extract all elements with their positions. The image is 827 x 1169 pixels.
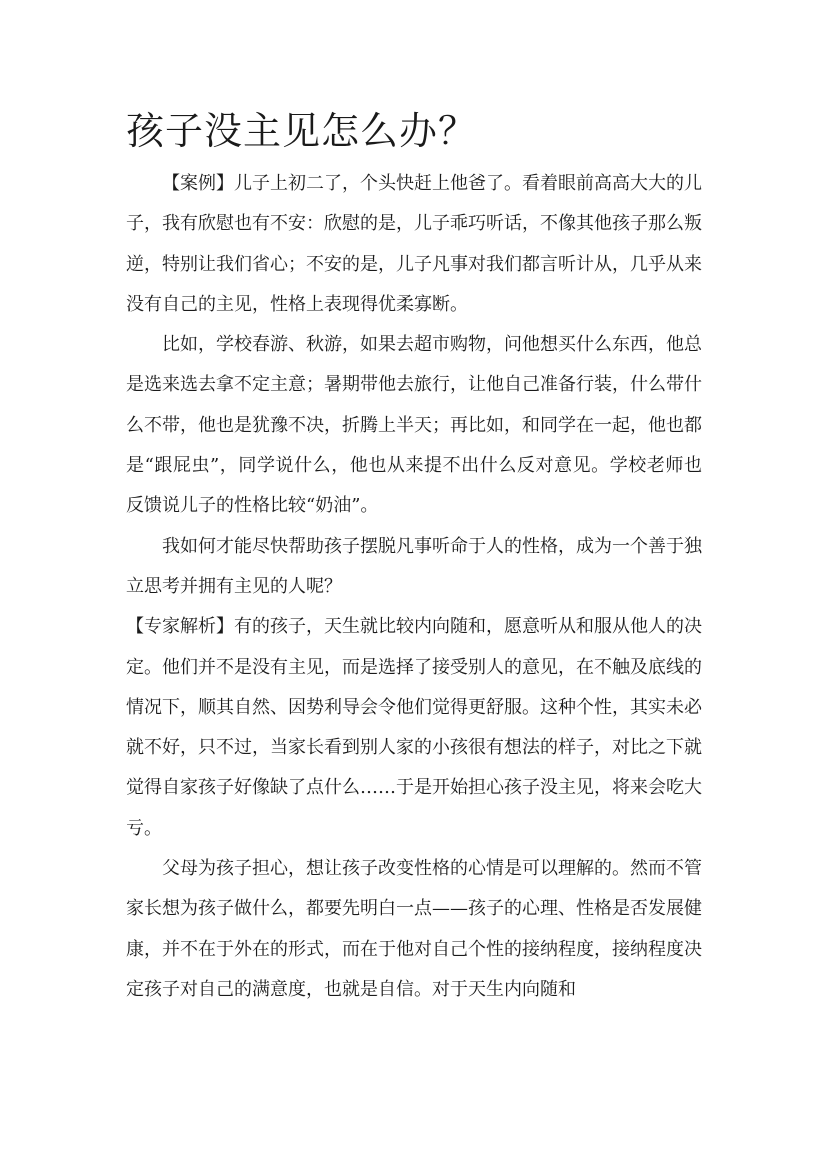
paragraph-expert-analysis: 【专家解析】有的孩子，天生就比较内向随和，愿意听从和服从他人的决定。他们并不是没有主见，而是选择了接受别人的意见，在不触及底线的情况下，顺其自然、因势利导会令他们觉得更舒服。这种个性，其实未必就不好，只不过，当家长看到别人家的小孩很有想法的样子，对比之下就觉得自家孩子好像缺了点什么……于是开始担心孩子没主见，将来会吃大亏。 xyxy=(126,616,702,839)
paragraph-question: 我如何才能尽快帮助孩子摆脱凡事听命于人的性格，成为一个善于独立思考并拥有主见的人呢？ xyxy=(126,535,702,597)
paragraph-parents: 父母为孩子担心，想让孩子改变性格的心情是可以理解的。然而不管家长想为孩子做什么，都要先明白一点——孩子的心理、性格是否发展健康，并不在于外在的形式，而在于他对自己个性的接纳程度，接纳程度决定孩子对自己的满意度，也就是自信。对于天生内向随和 xyxy=(126,858,702,1000)
document-page xyxy=(126,100,702,1010)
paragraph-examples: 比如，学校春游、秋游，如果去超市购物，问他想买什么东西，他总是选来选去拿不定主意；暑期带他去旅行，让他自己准备行装，什么带什么不带，他也是犹豫不决，折腾上半天；再比如，和同学在一起，他也都是“跟屁虫”，同学说什么，他也从来提不出什么反对意见。学校老师也反馈说儿子的性格比较“奶油”。 xyxy=(126,334,702,517)
document-title: 孩子没主见怎么办？ xyxy=(126,109,478,153)
paragraph-case: 【案例】儿子上初二了，个头快赶上他爸了。看着眼前高高大大的儿子，我有欣慰也有不安：欣慰的是，儿子乖巧听话，不像其他孩子那么叛逆，特别让我们省心；不安的是，儿子凡事对我们都言听计从，几乎从来没有自己的主见，性格上表现得优柔寡断。 xyxy=(126,173,702,315)
